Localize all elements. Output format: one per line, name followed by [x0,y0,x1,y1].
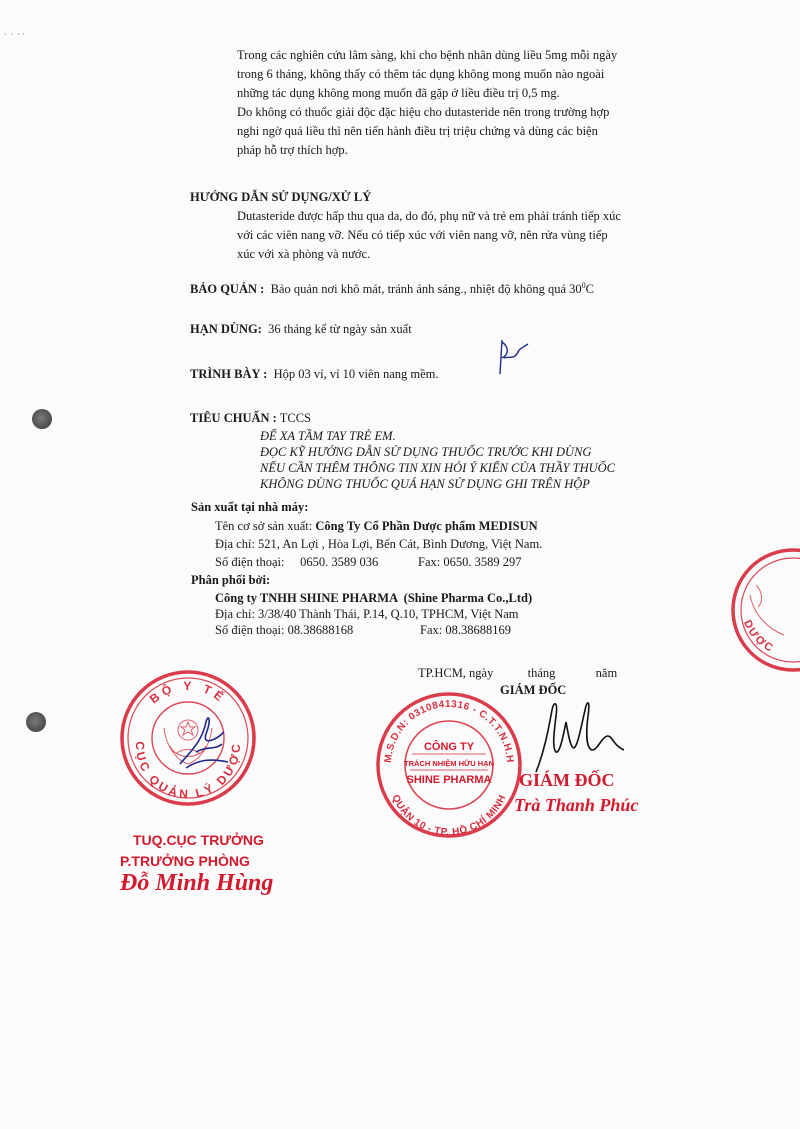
distributor-heading: Phân phối bởi: [191,573,271,587]
distributor-address: Địa chỉ: 3/38/40 Thành Thái, P.14, Q.10, TPHCM, Việt Nam [215,607,519,621]
date-year: năm [595,666,618,680]
text-line: nghi ngờ quá liều thì nên tiến hành điều trị triệu chứng và dùng các biện [237,124,598,138]
text-line: trong 6 tháng, không thấy có thêm tác dụng không mong muốn nào ngoài [237,67,605,81]
manufacturer-name-label: Tên cơ sở sản xuất: [215,519,313,533]
expiry-row [190,320,412,339]
company-stamp-top: M.S.D.N: 0310841316 - C.T.T.N.H.H [382,698,516,764]
director-stamp-title: GIÁM ĐỐC [519,770,615,790]
ministry-stamp-bottom: CỤC QUẢN LÝ DƯỢC [132,741,244,802]
distributor-fax: Fax: 08.38688169 [420,623,511,637]
storage-row [190,276,594,299]
text-line: Do không có thuốc giải độc đặc hiệu cho dutasteride nên trong trường hợp [237,105,610,119]
official-line-1: TUQ.CỤC TRƯỞNG [133,832,264,848]
storage-label: BẢO QUẢN : [190,282,265,297]
distributor-phone: Số điện thoại: 08.38688168 [215,623,354,637]
standard-row [190,409,311,428]
company-stamp-line1: CÔNG TY [423,741,475,753]
director-signature [530,692,630,782]
usage-line: xúc với xà phòng và nước. [237,247,371,261]
punch-hole-bottom [26,712,46,732]
manufacturer-phone: Số điện thoại: 0650. 3589 036 [215,555,379,569]
warning-line: KHÔNG DÙNG THUỐC QUÁ HẠN SỬ DỤNG GHI TRÊN HỘP [260,477,590,491]
ministry-stamp-top: BỘ Y TẾ [146,678,230,707]
official-line-2: P.TRƯỞNG PHÒNG [120,853,250,869]
company-stamp [374,690,524,840]
edge-stamp-text: DƯỢC [740,618,777,656]
warning-line: ĐỂ XA TẦM TAY TRẺ EM. [260,429,396,443]
text-line: Trong các nghiên cứu lâm sàng, khi cho bệnh nhân dùng liều 5mg mỗi ngày [237,48,618,62]
director-title: GIÁM ĐỐC [500,683,567,697]
packaging-text: Hộp 03 vỉ, vỉ 10 viên nang mềm. [273,367,439,381]
official-signature [176,712,236,772]
company-stamp-graphic [374,690,524,840]
punch-hole-top [32,409,52,429]
warning-line: NẾU CẦN THÊM THÔNG TIN XIN HỎI Ý KIẾN CỦA THẦY THUỐC [260,461,616,475]
text-line: những tác dụng không mong muốn đã gặp ở liều điều trị 0,5 mg. [237,86,560,100]
date-city: TP.HCM, ngày [418,666,494,680]
usage-line: Dutasteride được hấp thu qua da, do đó, phụ nữ và trẻ em phải tránh tiếp xúc [237,209,621,223]
svg-text:QUẬN 10 - TP. HỒ CHÍ MINH [389,793,508,838]
expiry-text: 36 tháng kể từ ngày sản xuất [268,322,412,336]
packaging-label: TRÌNH BÀY : [190,367,268,381]
manufacturer-fax: Fax: 0650. 3589 297 [418,555,522,569]
warning-line: ĐỌC KỸ HƯỚNG DẪN SỬ DỤNG THUỐC TRƯỚC KHI DÙNG [260,445,592,459]
date-month: tháng [527,666,556,680]
storage-sup: 0 [581,281,586,290]
standard-text: TCCS [279,411,311,425]
initial-mark [492,336,532,376]
manufacturer-name: Công Ty Cổ Phần Dược phẩm MEDISUN [315,519,538,533]
company-stamp-line3: SHINE PHARMA [406,774,492,786]
manufacturer-name-row [215,517,538,536]
edge-stamp [728,545,800,675]
storage-text: Bảo quản nơi khô mát, tránh ánh sáng., nhiệt độ không quá 30 [270,282,582,297]
storage-unit: C [585,282,594,297]
director-stamp-name: Trà Thanh Phúc [514,795,639,815]
company-stamp-bottom: QUẬN 10 - TP. HỒ CHÍ MINH [389,793,509,839]
usage-line: với các viên nang vỡ. Nếu có tiếp xúc với viên nang vỡ, nên rửa vùng tiếp [237,228,608,242]
manufacturer-heading: Sản xuất tại nhà máy: [191,500,309,514]
edge-stamp-graphic [728,545,800,675]
usage-heading: HƯỚNG DẪN SỬ DỤNG/XỬ LÝ [190,190,372,204]
packaging-row [190,365,439,384]
official-name: Đỗ Minh Hùng [120,870,274,896]
distributor-name: Công ty TNHH SHINE PHARMA (Shine Pharma Co.,Ltd) [215,591,533,605]
text-line: pháp hỗ trợ thích hợp. [237,143,348,157]
company-stamp-line2: TRÁCH NHIỆM HỮU HẠN [404,759,494,768]
manufacturer-address: Địa chỉ: 521, An Lợi , Hòa Lợi, Bến Cát, Bình Dương, Việt Nam. [215,537,543,551]
standard-label: TIÊU CHUẨN : [190,411,277,425]
scan-specks: · · · · [4,30,25,39]
expiry-label: HẠN DÙNG: [190,322,262,336]
